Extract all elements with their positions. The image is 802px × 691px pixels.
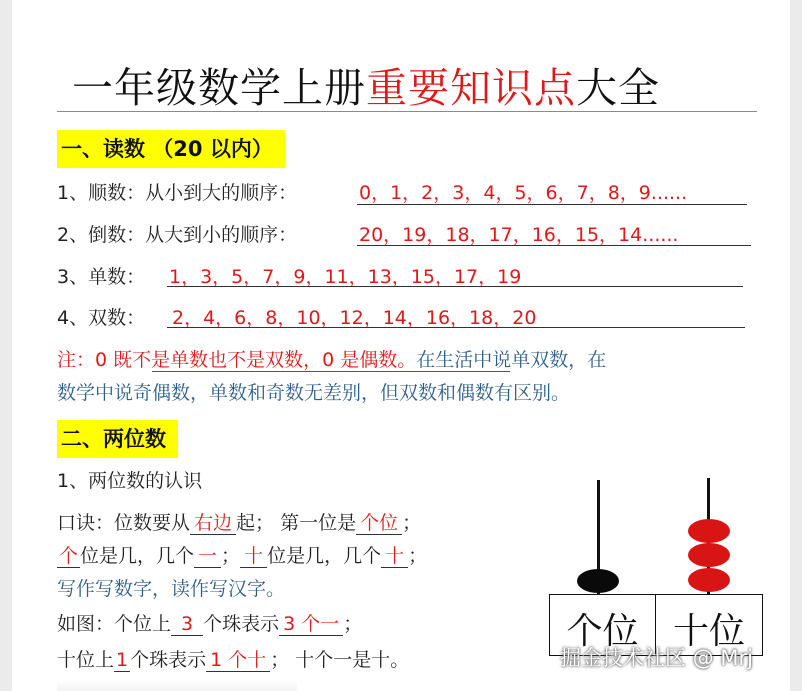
tens-bead-1: [688, 519, 730, 543]
rhyme-line-3: 写作写数字，读作写汉字。: [57, 578, 286, 600]
blank-ones-count: 3: [171, 613, 203, 636]
note-line-2: 数学中说奇偶数，单数和奇数无差别，但双数和偶数有区别。: [57, 382, 571, 404]
item-1-label: 1、顺数：从小到大的顺序：: [57, 182, 298, 204]
ones-place-label: 个位: [566, 611, 639, 652]
tens-text: ； 十个一是十。: [270, 649, 410, 671]
rhyme-text: 口诀：位数要从: [57, 512, 191, 534]
item-2-underline: [357, 245, 751, 246]
note-red: 注：0 既不是单数也不是双数，0 是偶数。: [57, 349, 417, 371]
title-part1: 一年级数学上册: [72, 64, 366, 112]
watermark: 掘金技术社区 @ Mrj: [560, 646, 753, 670]
item-2-answer: 20，19，18，17，16，15，14......: [359, 224, 679, 246]
item-3-label: 3、单数：: [57, 266, 146, 288]
title-part3: 大全: [576, 64, 660, 112]
item-4-underline: [167, 327, 745, 328]
figure-line: [57, 609, 362, 636]
note-line-1: [57, 345, 606, 372]
section2-heading: 二、两位数: [57, 420, 178, 458]
tens-bead-3: [688, 568, 730, 592]
section1-heading: 一、读数 （20 以内）: [57, 130, 285, 168]
figure-text: ；: [343, 613, 363, 635]
item-4-label: 4、双数：: [57, 307, 146, 329]
rhyme-text: 起； 第一位是: [236, 512, 357, 534]
item-3-underline: [167, 286, 743, 287]
item-3-answer: 1，3，5，7，9，11，13，15，17，19: [169, 266, 522, 288]
blank-ones-meaning: 3 个一: [279, 613, 343, 636]
blank-tens: 十: [240, 545, 267, 568]
blank-ones-place: 个位: [356, 512, 402, 535]
rhyme-line-1: [57, 508, 421, 535]
rhyme-text: 位是几，几个: [267, 545, 382, 567]
blank-ten: 十: [381, 545, 408, 568]
tens-line: [57, 645, 409, 672]
item-1-underline: [357, 204, 747, 205]
rhyme-text: ；: [221, 545, 241, 567]
note-red-underline: [152, 371, 510, 372]
item-4-answer: 2，4，6，8，10，12，14，16，18，20: [172, 307, 537, 329]
tens-bead-2: [688, 543, 730, 567]
rhyme-text: ；: [402, 512, 422, 534]
blank-right-side: 右边: [190, 512, 236, 535]
document-page: [12, 0, 790, 691]
cutoff-line: [57, 680, 297, 691]
subheading-two-digit: 1、两位数的认识: [57, 470, 203, 492]
ones-bead: [577, 569, 619, 593]
blank-tens-meaning: 1 个十: [206, 649, 270, 672]
item-2-label: 2、倒数：从大到小的顺序：: [57, 224, 298, 246]
note-blue-1: 在生活中说单双数，在: [416, 349, 607, 371]
blank-ones: 个: [59, 545, 79, 567]
title-rule: [57, 111, 757, 112]
tens-text: 个珠表示: [130, 649, 207, 671]
rhyme-text: 位是几，几个: [80, 545, 195, 567]
tens-place-label: 十位: [672, 611, 745, 652]
item-1-answer: 0，1，2，3，4，5，6，7，8，9......: [359, 182, 688, 204]
blank-tens-count: 1: [116, 649, 129, 671]
tens-text: 十位上: [57, 649, 115, 671]
rhyme-line-2: [57, 541, 427, 568]
figure-text: 如图：个位上: [57, 613, 172, 635]
title-part2: 重要知识点: [366, 64, 576, 112]
page-title: [72, 55, 660, 114]
figure-text: 个珠表示: [203, 613, 280, 635]
rhyme-text: ；: [408, 545, 428, 567]
blank-one: 一: [194, 545, 221, 568]
